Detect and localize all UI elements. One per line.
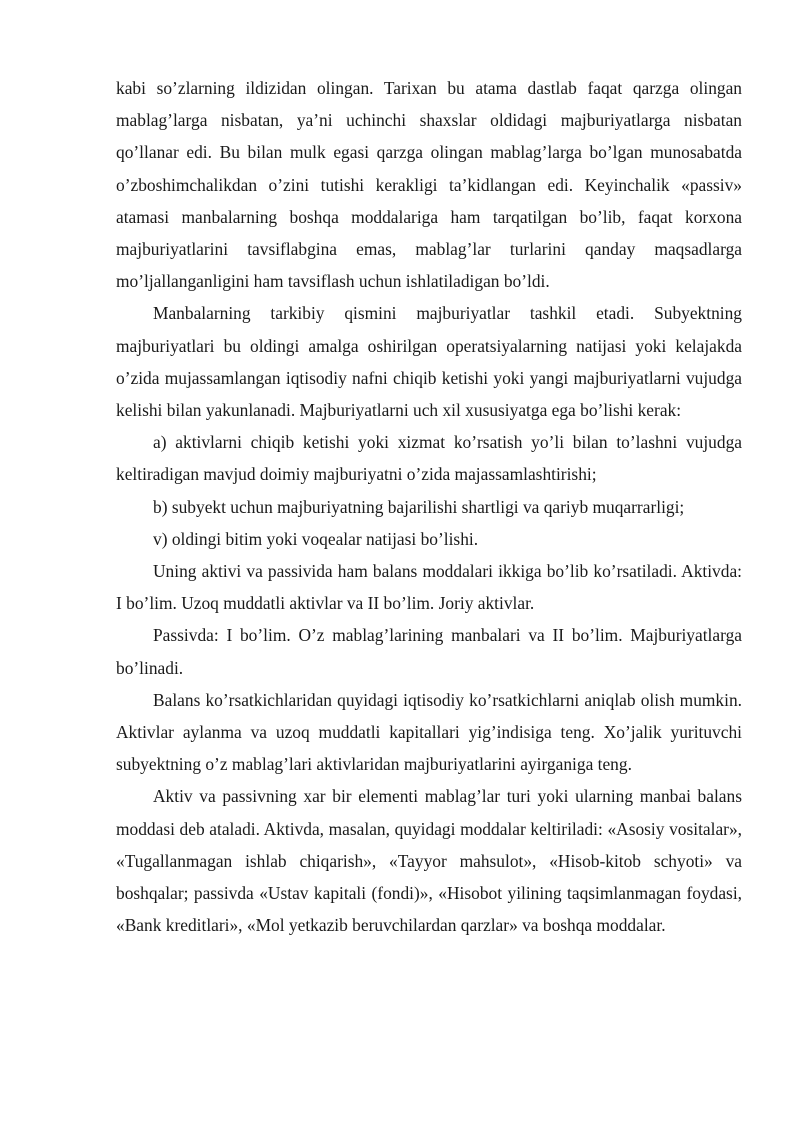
paragraph-liabilities-definition: Manbalarning tarkibiy qismini majburiyatlar tashkil etadi. Subyektning majburiyatlari bu oldingi amalga oshirilgan operatsiyalarning natijasi yoki kelajakda o’zida mujassamlangan iqtisodiy nafni chiqib ketishi yoki yangi majburiyatlarni vujudga kelishi bilan yakunlanadi. Majburiyatlarni uch xil xususiyatga ega bo’lishi kerak:	[116, 303, 742, 421]
document-page	[116, 72, 742, 941]
paragraph-balance-indicators: Balans ko’rsatkichlaridan quyidagi iqtisodiy ko’rsatkichlarni aniqlab olish mumkin. Aktivlar aylanma va uzoq muddatli kapitallari yig’indisiga teng. Xo’jalik yurituvchi subyektning o’z mablag’lari aktivlaridan majburiyatlarini ayirganiga teng.	[116, 689, 742, 775]
paragraph-assets-sections: Uning aktivi va passivida ham balans moddalari ikkiga bo’lib ko’rsatiladi. Aktivda: I bo’lim. Uzoq muddatli aktivlar va II bo’lim. Joriy aktivlar.	[116, 561, 742, 614]
paragraph-property-v: v) oldingi bitim yoki voqealar natijasi bo’lishi.	[153, 528, 479, 549]
paragraph-passiv-history: kabi so’zlarning ildizidan olingan. Tarixan bu atama dastlab faqat qarzga olingan mablag’larga nisbatan, ya’ni uchinchi shaxslar oldidagi majburiyatlarga nisbatan qo’llanar edi. Bu bilan mulk egasi qarzga olingan mablag’larga bo’lgan munosabatda o’zboshimchalikdan o’zini tutishi kerakligi ta’kidlangan edi. Keyinchalik «passiv» atamasi manbalarning boshqa moddalariga ham tarqatilgan bo’lib, faqat korxona majburiyatlarini tavsiflabgina emas, mablag’lar turlarini qanday maqsadlarga mo’ljallanganligini ham tavsiflash uchun ishlatiladigan bo’ldi.	[116, 78, 742, 292]
paragraph-property-b: b) subyekt uchun majburiyatning bajarilishi shartligi va qariyb muqarrarligi;	[153, 496, 685, 517]
paragraph-property-a: a) aktivlarni chiqib ketishi yoki xizmat ko’rsatish yo’li bilan to’lashni vujudga keltiradigan mavjud doimiy majburiyatni o’zida majassamlashtirishi;	[116, 432, 742, 485]
paragraph-balance-items: Aktiv va passivning xar bir elementi mablag’lar turi yoki ularning manbai balans moddasi deb ataladi. Aktivda, masalan, quyidagi moddalar keltiriladi: «Asosiy vositalar», «Tugallanmagan ishlab chiqarish», «Tayyor mahsulot», «Hisob-kitob schyoti» va boshqalar; passivda «Ustav kapitali (fondi)», «Hisobot yilining taqsimlanmagan foydasi, «Bank kreditlari», «Mol yetkazib beruvchilardan qarzlar» va boshqa moddalar.	[116, 786, 742, 936]
paragraph-passive-sections: Passivda: I bo’lim. O’z mablag’larining manbalari va II bo’lim. Majburiyatlarga bo’linadi.	[116, 625, 742, 678]
